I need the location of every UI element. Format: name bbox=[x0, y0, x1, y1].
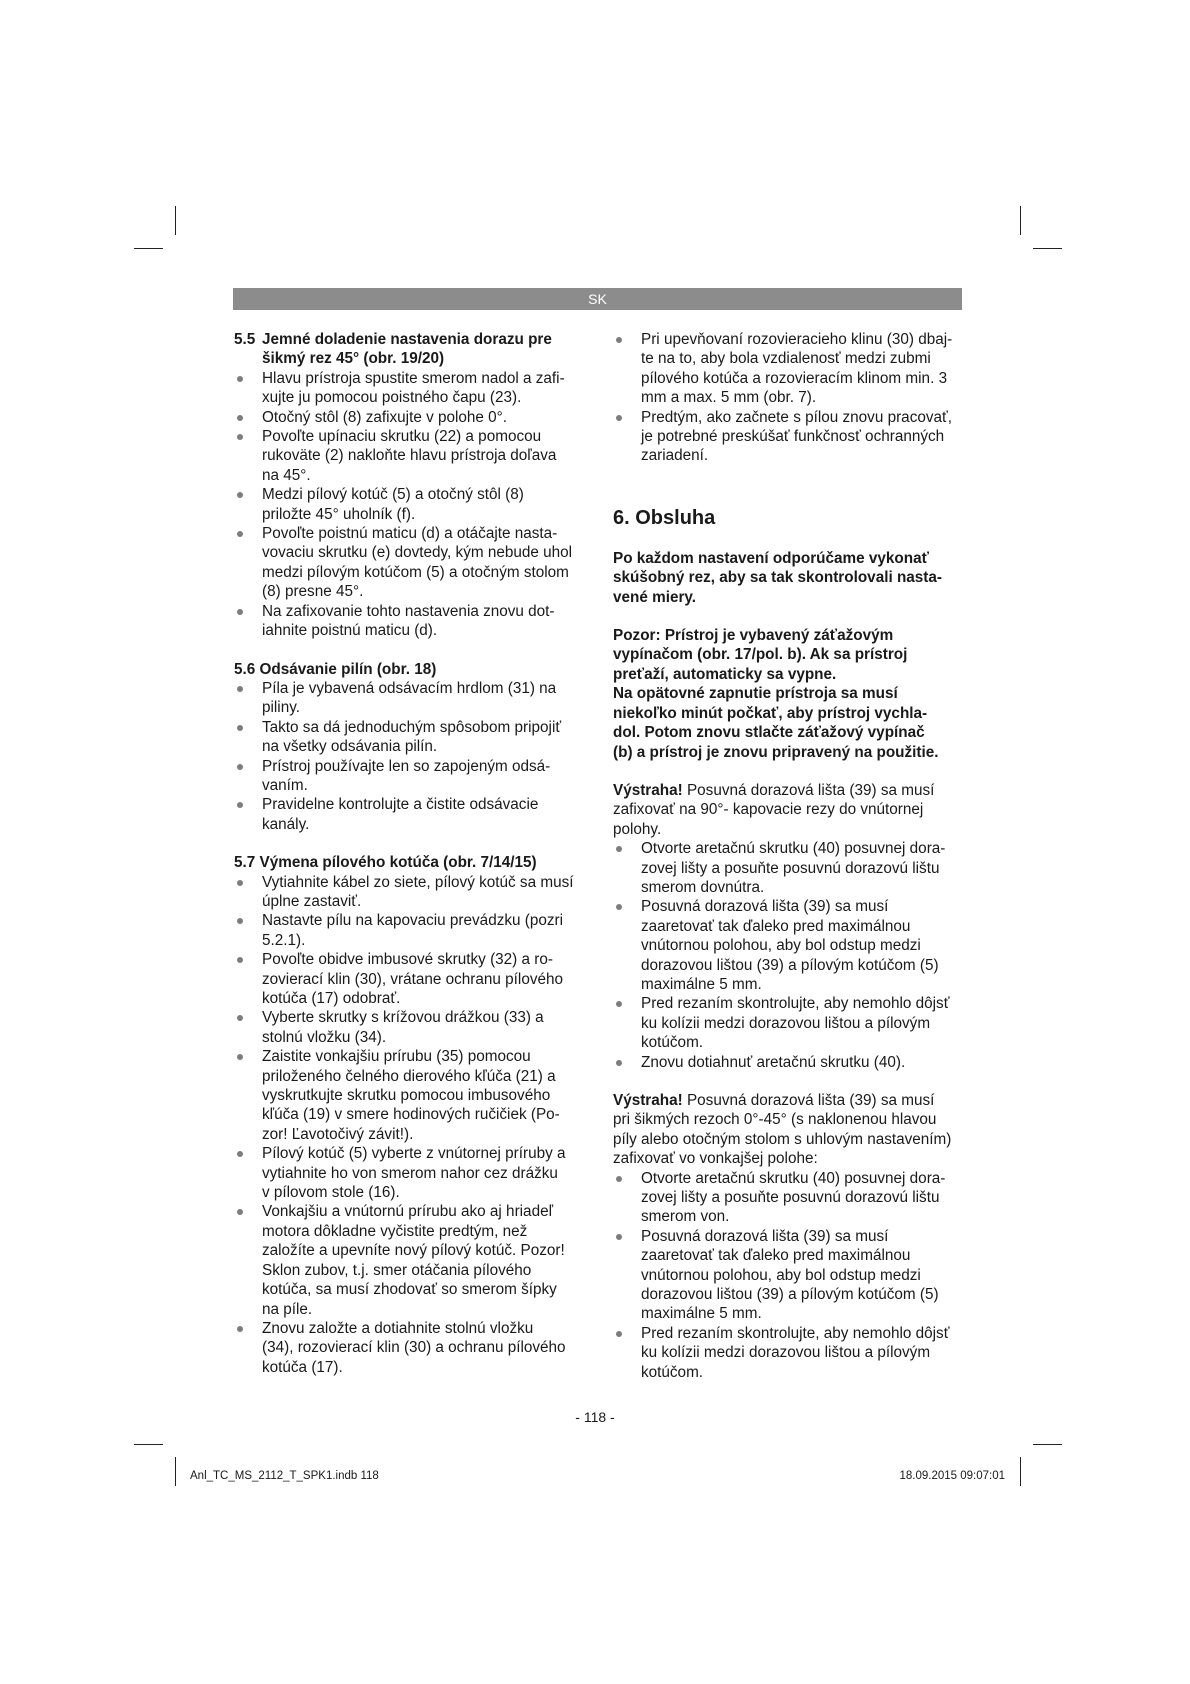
warning-label: Výstraha! bbox=[613, 1092, 683, 1109]
list-item bbox=[234, 408, 574, 427]
text-line: je potrebné preskúšať funkčnosť ochranných bbox=[641, 428, 945, 446]
text-line: zor! Ľavotočivý závit!). bbox=[262, 1125, 414, 1143]
text-line: ku kolízii medzi dorazovou lištou a pílovým bbox=[641, 1344, 931, 1362]
text-line: zaaretovať tak ďaleko pred maximálnou bbox=[641, 917, 911, 935]
text-line: píly alebo otočným stolom s uhlovým nastavením) bbox=[613, 1130, 952, 1148]
text-line: zafixovať vo vonkajšej polohe: bbox=[613, 1150, 818, 1168]
text-line: smerom dovnútra. bbox=[641, 878, 765, 896]
warning-paragraph bbox=[613, 1091, 953, 1169]
text-line: preťaží, automaticky sa vypne. bbox=[613, 665, 837, 683]
text-line: zovej lišty a posuňte posuvnú dorazovú lištu bbox=[641, 859, 940, 877]
left-column bbox=[234, 330, 574, 1377]
section-title-line: Jemné doladenie nastavenia dorazu pre bbox=[262, 331, 552, 348]
list-item bbox=[234, 1047, 574, 1144]
crop-mark bbox=[1033, 1444, 1062, 1445]
text-line: mm a max. 5 mm (obr. 7). bbox=[641, 389, 817, 407]
text-line: (34), rozovierací klin (30) a ochranu pílového bbox=[262, 1339, 566, 1357]
text-line: Sklon zubov, t.j. smer otáčania pílového bbox=[262, 1261, 532, 1279]
text-line: na 45°. bbox=[262, 466, 311, 484]
text-line: pílového kotúča a rozovieracím klinom min. 3 bbox=[641, 369, 948, 387]
text-line: maximálne 5 mm. bbox=[641, 1305, 762, 1323]
list-item bbox=[234, 1202, 574, 1318]
list-item bbox=[234, 485, 574, 524]
crop-mark bbox=[134, 1444, 163, 1445]
text-line: vnútornou polohou, aby bol odstup medzi bbox=[641, 937, 921, 955]
text-line: dorazovou lištou (39) a pílovým kotúčom (5) bbox=[641, 1286, 939, 1304]
text-line: Po každom nastavení odporúčame vykonať bbox=[613, 549, 929, 567]
list-item bbox=[234, 950, 574, 1008]
text-line: vytiahnite ho von smerom nahor cez drážku bbox=[262, 1164, 558, 1182]
list-item bbox=[234, 1144, 574, 1202]
text-line: Znovu dotiahnuť aretačnú skrutku (40). bbox=[641, 1053, 906, 1071]
text-line: 5.2.1). bbox=[262, 931, 306, 949]
text-line: kľúča (19) v smere hodinových ručičiek (Po- bbox=[262, 1106, 560, 1124]
text-line: dol. Potom znovu stlačte záťažový vypínač bbox=[613, 724, 925, 742]
list-item bbox=[613, 994, 953, 1052]
text-line: kotúča, sa musí zhodovať so smerom šípky bbox=[262, 1281, 557, 1299]
text-line: Pred rezaním skontrolujte, aby nemohlo dôjsť bbox=[641, 1324, 950, 1342]
text-line: (8) presne 45°. bbox=[262, 583, 364, 601]
text-line: na píle. bbox=[262, 1300, 313, 1318]
page-number: - 118 - bbox=[575, 1409, 615, 1425]
text-line: úplne zastaviť. bbox=[262, 892, 362, 910]
text-line: motora dôkladne vyčistite predtým, než bbox=[262, 1222, 528, 1240]
text-line: Posuvná dorazová lišta (39) sa musí bbox=[641, 898, 889, 916]
text-line: priložte 45° uholník (f). bbox=[262, 505, 416, 523]
list-item bbox=[234, 757, 574, 796]
text-line: iahnite poistnú maticu (d). bbox=[262, 622, 438, 640]
list-item bbox=[613, 408, 953, 466]
list-item bbox=[234, 524, 574, 602]
text-line: niekoľko minút počkať, aby prístroj vychla- bbox=[613, 704, 928, 722]
text-line: Vytiahnite kábel zo siete, pílový kotúč sa musí bbox=[262, 873, 574, 891]
text-line: Vyberte skrutky s krížovou drážkou (33) a bbox=[262, 1009, 544, 1027]
text-line: ku kolízii medzi dorazovou lištou a pílovým bbox=[641, 1014, 931, 1032]
text-line: Povoľte upínaciu skrutku (22) a pomocou bbox=[262, 428, 542, 446]
warning-label: Výstraha! bbox=[613, 781, 683, 799]
text-line: Prístroj používajte len so zapojeným odsá- bbox=[262, 757, 551, 775]
list-item bbox=[613, 897, 953, 994]
text-line: kotúča (17) odobrať. bbox=[262, 990, 401, 1007]
list-item bbox=[234, 602, 574, 641]
text-line: vnútornou polohou, aby bol odstup medzi bbox=[641, 1266, 921, 1284]
text-line: Predtým, ako začnete s pílou znovu pracovať, bbox=[641, 408, 952, 426]
list-item bbox=[234, 1319, 574, 1377]
text-line: kanály. bbox=[262, 815, 310, 833]
text-line: Takto sa dá jednoduchým spôsobom pripojiť bbox=[262, 718, 562, 736]
list-item bbox=[613, 1227, 953, 1324]
text-line: Vonkajšiu a vnútornú prírubu ako aj hriadeľ bbox=[262, 1203, 554, 1221]
right-column bbox=[613, 330, 953, 1382]
text-line: Pri upevňovaní rozovieracieho klinu (30) dbaj- bbox=[641, 331, 953, 348]
text-line: kotúča (17). bbox=[262, 1358, 343, 1376]
language-header: SK bbox=[233, 288, 962, 310]
text-line: Na zafixovanie tohto nastavenia znovu dot- bbox=[262, 602, 555, 620]
text-line: založíte a upevníte nový pílový kotúč. Pozor! bbox=[262, 1242, 565, 1260]
caution-paragraph bbox=[613, 626, 953, 762]
list-item bbox=[613, 330, 953, 408]
list-item bbox=[234, 1008, 574, 1047]
text-line: Otvorte aretačnú skrutku (40) posuvnej dora- bbox=[641, 840, 946, 858]
text-line: zovierací klin (30), vrátane ochranu pílového bbox=[262, 970, 564, 988]
text-line: vyskrutkujte skrutku pomocou imbusového bbox=[262, 1087, 551, 1105]
section-heading-5-5 bbox=[234, 330, 574, 369]
text-line: na všetky odsávania pilín. bbox=[262, 738, 438, 756]
text-line: te na to, aby bola vzdialenosť medzi zubmi bbox=[641, 350, 931, 368]
bullet-list bbox=[234, 369, 574, 641]
text-line: vovaciu skrutku (e) dovtedy, kým nebude uhol bbox=[262, 544, 573, 562]
text-line: Pílový kotúč (5) vyberte z vnútornej príruby a bbox=[262, 1145, 566, 1163]
text-line: Otočný stôl (8) zafixujte v polohe 0°. bbox=[262, 408, 508, 426]
text-line: priloženého čelného dierového kľúča (21) a bbox=[262, 1067, 556, 1085]
text-line: zovej lišty a posuňte posuvnú dorazovú lištu bbox=[641, 1189, 940, 1207]
text-line: skúšobný rez, aby sa tak skontrolovali nasta- bbox=[613, 569, 943, 587]
text-line: Posuvná dorazová lišta (39) sa musí bbox=[641, 1227, 889, 1245]
list-item bbox=[613, 1324, 953, 1382]
crop-mark bbox=[134, 248, 163, 249]
text-line: Posuvná dorazová lišta (39) sa musí bbox=[682, 1092, 935, 1109]
section-heading-5-7: 5.7 Výmena pílového kotúča (obr. 7/14/15) bbox=[234, 854, 537, 872]
text-line: stolnú vložku (34). bbox=[262, 1028, 387, 1046]
text-line: piliny. bbox=[262, 699, 300, 717]
list-item bbox=[613, 1053, 953, 1072]
text-line: rukoväte (2) nakloňte hlavu prístroja doľava bbox=[262, 447, 557, 465]
list-item bbox=[613, 1169, 953, 1227]
text-line: vypínačom (obr. 17/pol. b). Ak sa prístroj bbox=[613, 646, 908, 664]
text-line: smerom von. bbox=[641, 1208, 730, 1226]
text-line: Znovu založte a dotiahnite stolnú vložku bbox=[262, 1319, 534, 1337]
text-line: Píla je vybavená odsávacím hrdlom (31) na bbox=[262, 679, 557, 697]
crop-mark bbox=[1033, 248, 1062, 249]
text-line: kotúčom. bbox=[641, 1034, 704, 1052]
text-line: vené miery. bbox=[613, 588, 697, 606]
list-item bbox=[234, 873, 574, 912]
text-line: dorazovou lištou (39) a pílovým kotúčom (5) bbox=[641, 956, 939, 974]
crop-mark bbox=[1020, 1457, 1021, 1486]
text-line: Povoľte poistnú maticu (d) a otáčajte nasta- bbox=[262, 525, 558, 543]
text-line: Pravidelne kontrolujte a čistite odsávacie bbox=[262, 796, 539, 814]
text-line: Zaistite vonkajšiu prírubu (35) pomocou bbox=[262, 1048, 531, 1066]
text-line: Pozor: Prístroj je vybavený záťažovým bbox=[613, 627, 894, 645]
text-line: Otvorte aretačnú skrutku (40) posuvnej dora- bbox=[641, 1169, 946, 1187]
list-item bbox=[234, 369, 574, 408]
chapter-heading: 6. Obsluha bbox=[613, 506, 716, 529]
text-line: Pred rezaním skontrolujte, aby nemohlo dôjsť bbox=[641, 995, 950, 1013]
text-line: v pílovom stole (16). bbox=[262, 1184, 400, 1202]
text-line: Posuvná dorazová lišta (39) sa musí bbox=[682, 781, 935, 799]
text-line: medzi pílovým kotúčom (5) a otočným stolom bbox=[262, 563, 569, 581]
text-line: (b) a prístroj je znovu pripravený na použitie. bbox=[613, 743, 939, 761]
text-line: zariadení. bbox=[641, 447, 709, 465]
list-item bbox=[234, 427, 574, 485]
text-line: zafixovať na 90°- kapovacie rezy do vnútornej bbox=[613, 801, 924, 819]
list-item bbox=[234, 795, 574, 834]
list-item bbox=[234, 679, 574, 718]
text-line: vaním. bbox=[262, 776, 308, 794]
text-line: Povoľte obidve imbusové skrutky (32) a ro- bbox=[262, 951, 553, 969]
text-line: xujte ju pomocou poistného čapu (23). bbox=[262, 389, 522, 407]
footer-timestamp: 18.09.2015 09:07:01 bbox=[899, 1470, 1005, 1482]
bullet-list bbox=[234, 679, 574, 834]
text-line: zaaretovať tak ďaleko pred maximálnou bbox=[641, 1247, 911, 1265]
text-line: pri šikmých rezoch 0°-45° (s naklonenou hlavou bbox=[613, 1111, 937, 1129]
bullet-list bbox=[613, 839, 953, 1072]
text-line: polohy. bbox=[613, 820, 662, 838]
text-line: Nastavte pílu na kapovaciu prevádzku (pozri bbox=[262, 912, 564, 930]
text-line: Hlavu prístroja spustite smerom nadol a zafi- bbox=[262, 369, 565, 387]
text-line: Na opätovné zapnutie prístroja sa musí bbox=[613, 685, 898, 703]
section-number: 5.5 bbox=[234, 331, 256, 348]
recommendation-paragraph bbox=[613, 549, 953, 607]
bullet-list bbox=[613, 1169, 953, 1382]
section-heading-5-6: 5.6 Odsávanie pilín (obr. 18) bbox=[234, 660, 437, 678]
footer-filename: Anl_TC_MS_2112_T_SPK1.indb 118 bbox=[190, 1470, 379, 1482]
text-line: kotúčom. bbox=[641, 1363, 704, 1381]
bullet-list bbox=[234, 873, 574, 1378]
warning-paragraph bbox=[613, 781, 953, 839]
list-item bbox=[234, 911, 574, 950]
text-line: Medzi pílový kotúč (5) a otočný stôl (8) bbox=[262, 486, 524, 504]
list-item bbox=[234, 718, 574, 757]
section-title-line: šikmý rez 45° (obr. 19/20) bbox=[262, 350, 445, 368]
crop-mark bbox=[175, 1457, 176, 1486]
list-item bbox=[613, 839, 953, 897]
crop-mark bbox=[175, 206, 176, 235]
crop-mark bbox=[1020, 206, 1021, 235]
bullet-list bbox=[613, 330, 953, 466]
text-line: maximálne 5 mm. bbox=[641, 975, 762, 993]
